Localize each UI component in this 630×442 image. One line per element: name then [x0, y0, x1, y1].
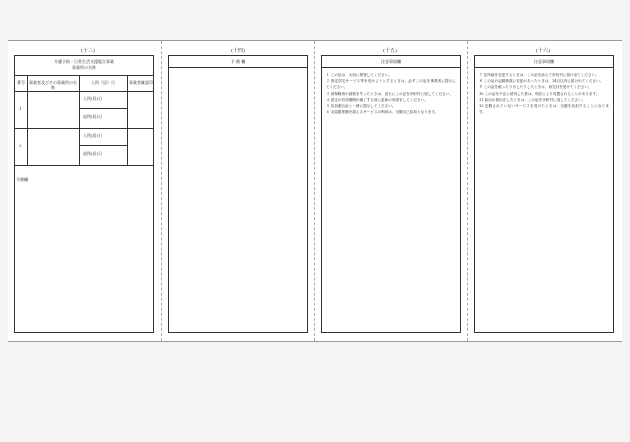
entry-date-label: 入所(居)日 — [83, 96, 103, 101]
page-number: (十三) — [81, 48, 95, 54]
table-subtitle: 事業所の名称 — [72, 65, 96, 70]
row-number: 1 — [19, 106, 22, 111]
note-item: ９ この証を破ったり汚したりしたときは、再交付を受けてください。 — [479, 85, 592, 90]
fold-line — [314, 41, 315, 341]
page-number: (十五) — [383, 48, 397, 54]
note-item: ２ 指定居宅サービス等を受けようとするときは、必ずこの証を事業者に提示してください。 — [326, 79, 456, 90]
notes-title: 注意事項欄 — [381, 59, 401, 64]
notes-list — [326, 72, 456, 115]
note-item: ６ 支給限度額を超えるサービスの利用は、全額自己負担となります。 — [326, 110, 439, 115]
note-item: 12 記載されていないサービスを受けたときは、全額を負担することになります。 — [479, 104, 609, 115]
notes-label: 予備欄 — [16, 177, 28, 182]
note-item: ４ 認定の有効期間が満了する前に更新の申請をしてください。 — [326, 97, 428, 102]
note-item: 10 この証を不正に使用した者は、刑法により処罰されることがあります。 — [479, 91, 600, 96]
page-number: (十六) — [536, 48, 550, 54]
exit-date-label: 退所(居)日 — [83, 114, 103, 119]
note-item: ３ 被保険者の資格を失ったときは、直ちにこの証を市町村に返してください。 — [326, 91, 453, 96]
col-number-header: 番号 — [17, 80, 25, 85]
note-item: ７ 住所地を変更するときは、この証を添えて市町村に届け出てください。 — [479, 73, 599, 77]
spare-box — [168, 55, 308, 333]
note-item: ５ 負担割合証と一緒に提示してください。 — [326, 104, 396, 109]
col-dates-header: 入所（居）日 — [91, 80, 115, 85]
fold-line — [161, 41, 162, 341]
exit-date-label: 退所(居)日 — [83, 151, 103, 156]
fold-line — [467, 41, 468, 341]
page-number: (十四) — [231, 48, 245, 54]
notes-box-15 — [321, 55, 461, 333]
notes-title: 注意事項欄 — [534, 59, 554, 64]
notes-list — [479, 72, 609, 115]
notes-box-16 — [474, 55, 614, 333]
spare-title: 予 備 欄 — [230, 59, 246, 64]
col-check-header: 事業者確認印 — [129, 80, 153, 85]
col-facility-header: 事業者及びその事業所の名称 — [29, 80, 77, 90]
note-item: 11 転出の届出をしたときは、この証を市町村に返してください。 — [479, 97, 586, 102]
table-title: 介護予防・日常生活支援総合事業 — [54, 59, 114, 64]
booklet-sheet — [8, 40, 622, 342]
row-number: 2 — [19, 143, 22, 148]
facility-table — [14, 55, 154, 333]
note-item: １ この証は、大切に保管してください。 — [326, 73, 392, 77]
entry-date-label: 入所(居)日 — [83, 133, 103, 138]
note-item: ８ この証の記載事項に変更があったときは、14日以内に届け出てください。 — [479, 79, 604, 84]
